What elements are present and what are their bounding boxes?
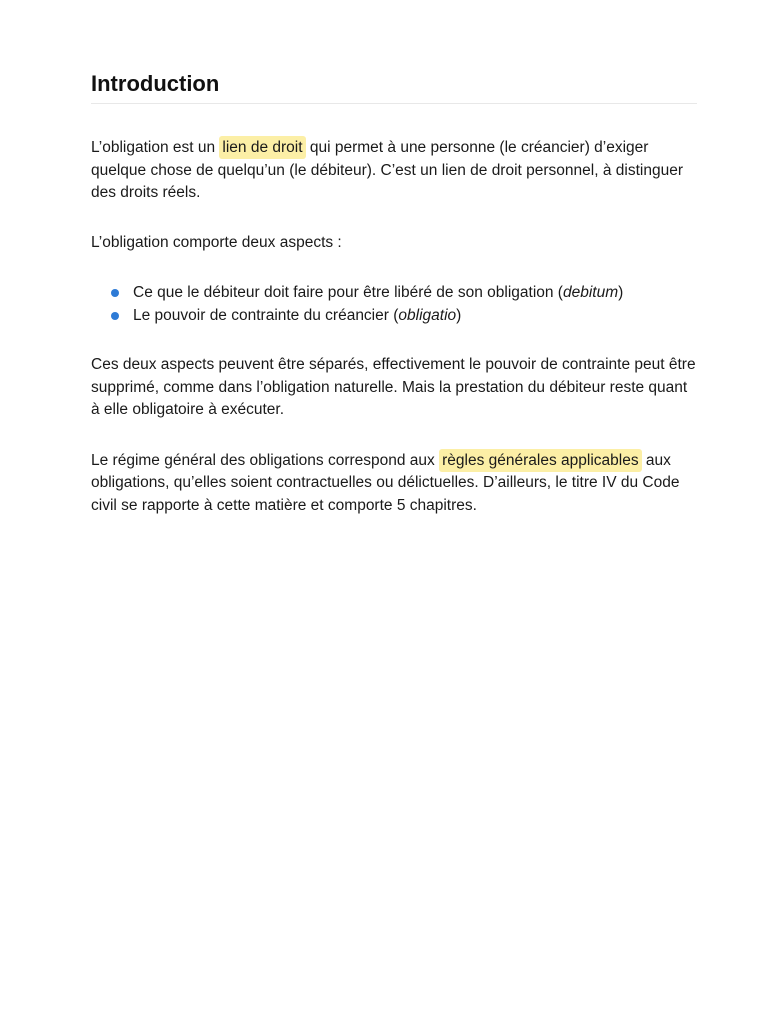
list-item-text: ) [456,307,462,324]
highlight-regles-generales: règles générales applicables [439,449,641,472]
paragraph-text: Le régime général des obligations correspond aux [91,451,440,469]
bullet-icon [111,289,119,297]
list-item [91,304,697,327]
paragraph-regime-general [91,450,697,518]
paragraph-text: aux obligations, qu’elles soient contractuelles ou délictuelles. D’ailleurs, le titre IV du Code civil se rapporte à cette matière et comporte 5 chapitres. [91,451,680,514]
bullet-icon [111,312,119,320]
paragraph-text: L’obligation est un [91,139,220,156]
aspects-list [91,281,697,327]
list-item [91,281,697,304]
paragraph-text: qui permet à une personne (le créancier) d’exiger quelque chose de quelqu’un (le débiteur). C’est un lien de droit personnel, à distinguer des droits réels. [91,139,683,201]
list-item-text: Ce que le débiteur doit faire pour être libéré de son obligation ( [133,284,563,301]
highlight-lien-de-droit: lien de droit [219,136,305,159]
paragraph-aspects-intro: L’obligation comporte deux aspects : [91,233,342,251]
paragraph-definition [91,137,697,205]
paragraph-separation: Ces deux aspects peuvent être séparés, effectivement le pouvoir de contrainte peut être supprimé, comme dans l’obligation naturelle. Mais la prestation du débiteur reste quant à elle obligatoire à exécuter. [91,356,696,418]
list-item-emphasis: debitum [562,284,619,301]
list-item-text: ) [618,284,624,301]
list-item-text: Le pouvoir de contrainte du créancier ( [133,307,399,324]
page-title: Introduction [91,70,697,104]
document-page [91,70,697,517]
list-item-emphasis: obligatio [398,307,457,324]
